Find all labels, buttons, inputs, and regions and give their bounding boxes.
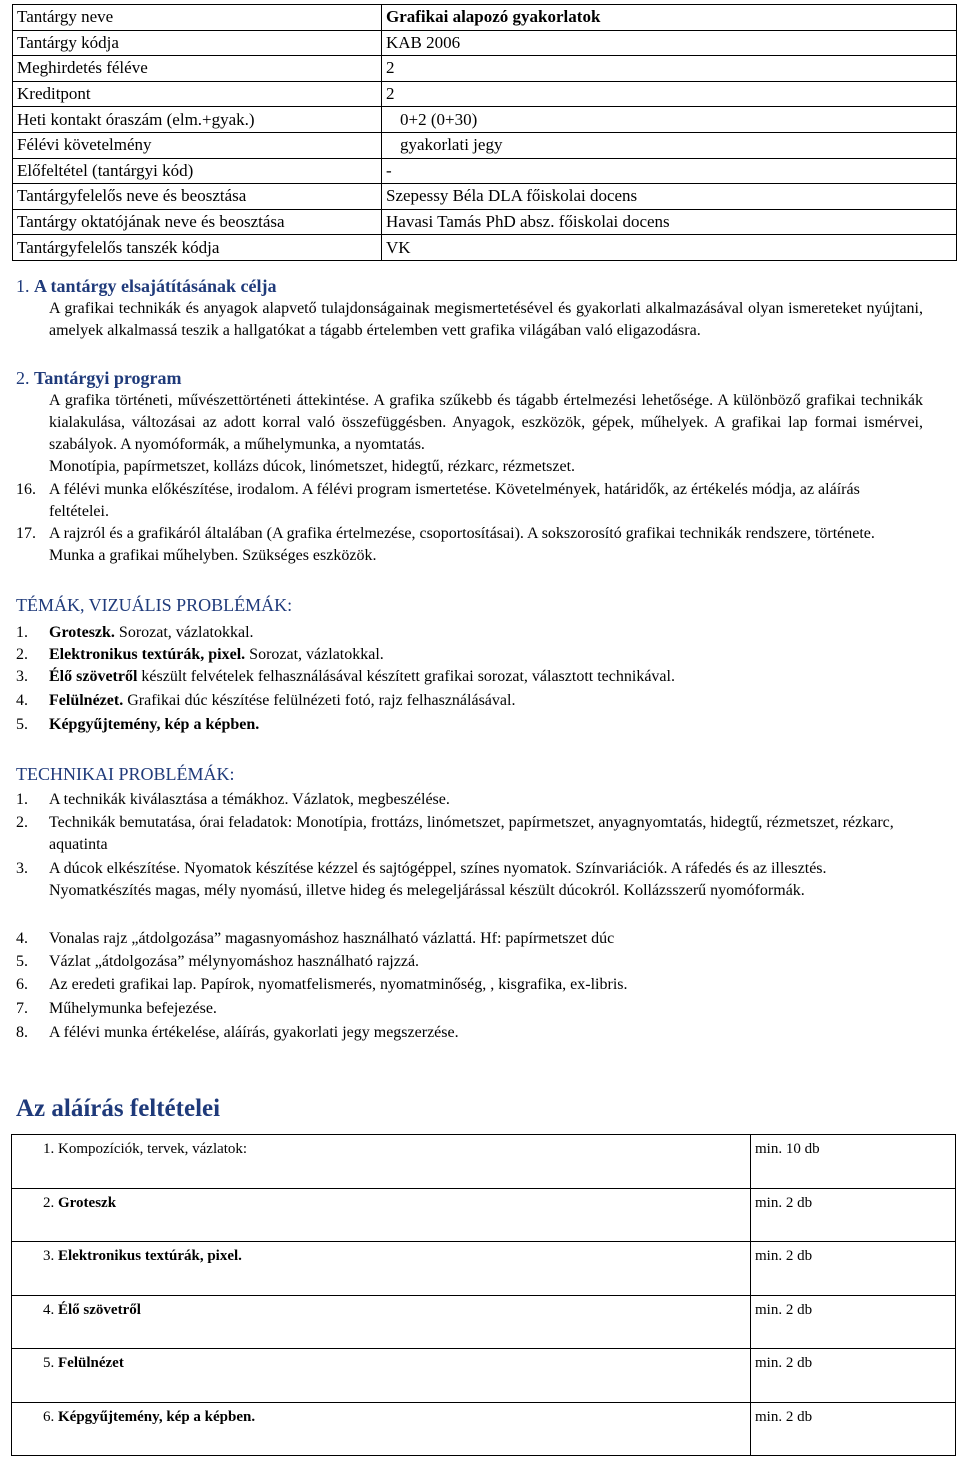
info-value: KAB 2006 xyxy=(382,30,957,56)
item-number: 5. xyxy=(16,716,28,733)
topic-item xyxy=(16,644,923,666)
topic-item xyxy=(16,690,923,712)
item-number: 2. xyxy=(16,646,28,663)
info-value: VK xyxy=(382,235,957,261)
item-text: A rajzról és a grafikáról általában (A grafika értelmezése, csoportosításai). A sokszorosító grafikai technikák rendszere, története. Munka a grafikai műhelyben. Szükséges eszközök. xyxy=(49,525,875,564)
info-row xyxy=(13,107,957,133)
info-row xyxy=(13,235,957,261)
item-text xyxy=(49,690,923,712)
info-value: 2 xyxy=(382,56,957,82)
info-value: Havasi Tamás PhD absz. főiskolai docens xyxy=(382,209,957,235)
signature-min: min. 2 db xyxy=(751,1402,956,1456)
info-row xyxy=(13,132,957,158)
info-row xyxy=(13,184,957,210)
signature-item xyxy=(12,1135,751,1189)
topic-item xyxy=(16,714,923,736)
signature-item xyxy=(12,1349,751,1403)
signature-row xyxy=(12,1349,956,1403)
item-number: 5. xyxy=(43,1355,58,1371)
signature-table xyxy=(11,1134,956,1456)
info-row xyxy=(13,81,957,107)
signature-item xyxy=(12,1295,751,1349)
item-number: 7. xyxy=(16,1000,28,1017)
signature-title: Az aláírás feltételei xyxy=(16,1095,221,1122)
item-label: Felülnézet xyxy=(58,1355,124,1371)
item-text xyxy=(49,644,923,666)
item-label: Elektronikus textúrák, pixel. xyxy=(58,1248,242,1264)
item-text: Technikák bemutatása, órai feladatok: Monotípia, frottázs, linómetszet, papírmetszet, anyagnyomtatás, hidegtű, rézmetszet, rézkarc, aquatinta xyxy=(49,814,894,853)
item-text: A dúcok elkészítése. Nyomatok készítése kézzel és sajtógéppel, színes nyomatok. Színvariációk. A ráfedés és az illesztés. Nyomatkészítés magas, mély nyomású, illetve hideg és melegeljárással készült dúcokról. Kollázsszerű nyomóformák. xyxy=(49,860,827,899)
info-label: Heti kontakt óraszám (elm.+gyak.) xyxy=(13,107,382,133)
item-bold-text: Képgyűjtemény, kép a képben. xyxy=(49,716,260,733)
signature-item xyxy=(12,1402,751,1456)
item-number: 16. xyxy=(16,481,36,498)
topics-heading: TÉMÁK, VIZUÁLIS PROBLÉMÁK: xyxy=(16,595,293,615)
item-bold-text: Élő szövetről xyxy=(49,668,138,685)
info-value: 0+2 (0+30) xyxy=(382,107,957,133)
item-bold-text: Elektronikus textúrák, pixel. xyxy=(49,646,246,663)
topic-item xyxy=(16,666,923,688)
item-number: 6. xyxy=(16,976,28,993)
item-text xyxy=(49,666,923,688)
info-label: Meghirdetés féléve xyxy=(13,56,382,82)
signature-min: min. 2 db xyxy=(751,1242,956,1296)
item-number: 8. xyxy=(16,1024,28,1041)
item-number: 5. xyxy=(16,953,28,970)
signature-row xyxy=(12,1188,956,1242)
signature-item xyxy=(12,1188,751,1242)
item-number: 4. xyxy=(16,692,28,709)
item-text: Műhelymunka befejezése. xyxy=(49,1000,217,1017)
section2-heading: 2. Tantárgyi program xyxy=(16,368,182,388)
item-number: 3. xyxy=(43,1248,58,1264)
section2-text: A grafika történeti, művészettörténeti áttekintése. A grafika szűkebb és tágabb értelmezési lehetősége. A különböző grafikai technikák kialakulása, változásai az adott korral való összefüggésben. Anyagok, eszközök, gépek, műhelyek. A grafikai lap formai ismérvei, szabályok. A nyomóformák, a műhelymunka, a nyomtatás. xyxy=(49,392,923,453)
info-row xyxy=(13,30,957,56)
signature-row xyxy=(12,1295,956,1349)
info-label: Félévi követelmény xyxy=(13,132,382,158)
info-value: - xyxy=(382,158,957,184)
item-number: 3. xyxy=(16,860,28,877)
info-value: 2 xyxy=(382,81,957,107)
course-info-table xyxy=(12,4,957,261)
section2-text-last: Monotípia, papírmetszet, kollázs dúcok, linómetszet, hidegtű, rézkarc, rézmetszet. xyxy=(49,458,576,475)
signature-row xyxy=(12,1242,956,1296)
info-label: Előfeltétel (tantárgyi kód) xyxy=(13,158,382,184)
technical-item xyxy=(16,951,923,973)
signature-row xyxy=(12,1402,956,1456)
item-number: 1. xyxy=(43,1141,58,1157)
technical-item xyxy=(16,1022,923,1044)
signature-item xyxy=(12,1242,751,1296)
technical-heading: TECHNIKAI PROBLÉMÁK: xyxy=(16,764,235,784)
item-rest-text: Sorozat, vázlatokkal. xyxy=(245,646,384,663)
section2-item xyxy=(16,479,923,523)
item-label: Élő szövetről xyxy=(58,1301,141,1318)
signature-min: min. 2 db xyxy=(751,1295,956,1349)
info-label: Tantárgy neve xyxy=(13,5,382,31)
item-number: 3. xyxy=(16,668,28,685)
info-value: Szepessy Béla DLA főiskolai docens xyxy=(382,184,957,210)
item-number: 4. xyxy=(43,1301,58,1318)
item-text: Vázlat „átdolgozása” mélynyomáshoz használható rajzzá. xyxy=(49,953,420,970)
item-label: Groteszk xyxy=(58,1194,117,1211)
section2-item xyxy=(16,523,923,567)
section1-text: A grafikai technikák és anyagok alapvető tulajdonságainak megismertetésével és gyakorlati alkalmazásával olyan ismereteket nyújtani, amelyek alkalmassá teszik a hallgatókat a tágabb értelemben vett grafika világában való eligazodásra. xyxy=(49,300,923,339)
item-text: A félévi munka értékelése, aláírás, gyakorlati jegy megszerzése. xyxy=(49,1024,459,1041)
info-row xyxy=(13,158,957,184)
info-row xyxy=(13,5,957,31)
info-label: Tantárgy kódja xyxy=(13,30,382,56)
item-number: 1. xyxy=(16,624,28,641)
info-label: Tantárgyfelelős tanszék kódja xyxy=(13,235,382,261)
signature-min: min. 10 db xyxy=(751,1135,956,1189)
technical-item xyxy=(16,812,923,856)
technical-item xyxy=(16,858,923,902)
info-value: gyakorlati jegy xyxy=(382,132,957,158)
item-number: 2. xyxy=(16,814,28,831)
item-number: 17. xyxy=(16,525,36,542)
item-bold-text: Felülnézet. xyxy=(49,692,124,709)
item-number: 1. xyxy=(16,791,28,808)
technical-item xyxy=(16,928,923,950)
signature-min: min. 2 db xyxy=(751,1349,956,1403)
item-text: Vonalas rajz „átdolgozása” magasnyomáshoz használható vázlattá. Hf: papírmetszet dúc xyxy=(49,930,615,947)
item-number: 4. xyxy=(16,930,28,947)
info-label: Tantárgyfelelős neve és beosztása xyxy=(13,184,382,210)
item-number: 6. xyxy=(43,1408,58,1425)
item-text: Az eredeti grafikai lap. Papírok, nyomatfelismerés, nyomatminőség, , kisgrafika, ex-libris. xyxy=(49,976,628,993)
technical-item xyxy=(16,998,923,1020)
info-row xyxy=(13,56,957,82)
item-label: Kompozíciók, tervek, vázlatok: xyxy=(58,1141,248,1157)
item-number: 2. xyxy=(43,1194,58,1211)
topic-item xyxy=(16,622,923,644)
section1-heading: 1. A tantárgy elsajátításának célja xyxy=(16,276,277,296)
item-rest-text: készült felvételek felhasználásával készített grafikai sorozat, választott technikával. xyxy=(137,668,675,685)
info-label: Tantárgy oktatójának neve és beosztása xyxy=(13,209,382,235)
item-text: A technikák kiválasztása a témákhoz. Vázlatok, megbeszélése. xyxy=(49,791,450,808)
item-text: A félévi munka előkészítése, irodalom. A félévi program ismertetése. Követelmények, határidők, az értékelés módja, az aláírás feltételei. xyxy=(49,481,860,520)
item-label: Képgyűjtemény, kép a képben. xyxy=(58,1408,256,1425)
item-rest-text: Sorozat, vázlatokkal. xyxy=(114,624,254,641)
info-value: Grafikai alapozó gyakorlatok xyxy=(382,5,957,31)
info-row xyxy=(13,209,957,235)
signature-min: min. 2 db xyxy=(751,1188,956,1242)
item-rest-text: Grafikai dúc készítése felülnézeti fotó, rajz felhasználásával. xyxy=(123,692,516,709)
item-bold-text: Groteszk. xyxy=(49,624,115,641)
technical-item xyxy=(16,789,923,811)
item-text xyxy=(49,714,923,736)
technical-item xyxy=(16,974,923,996)
item-text xyxy=(49,622,923,644)
info-label: Kreditpont xyxy=(13,81,382,107)
signature-row xyxy=(12,1135,956,1189)
